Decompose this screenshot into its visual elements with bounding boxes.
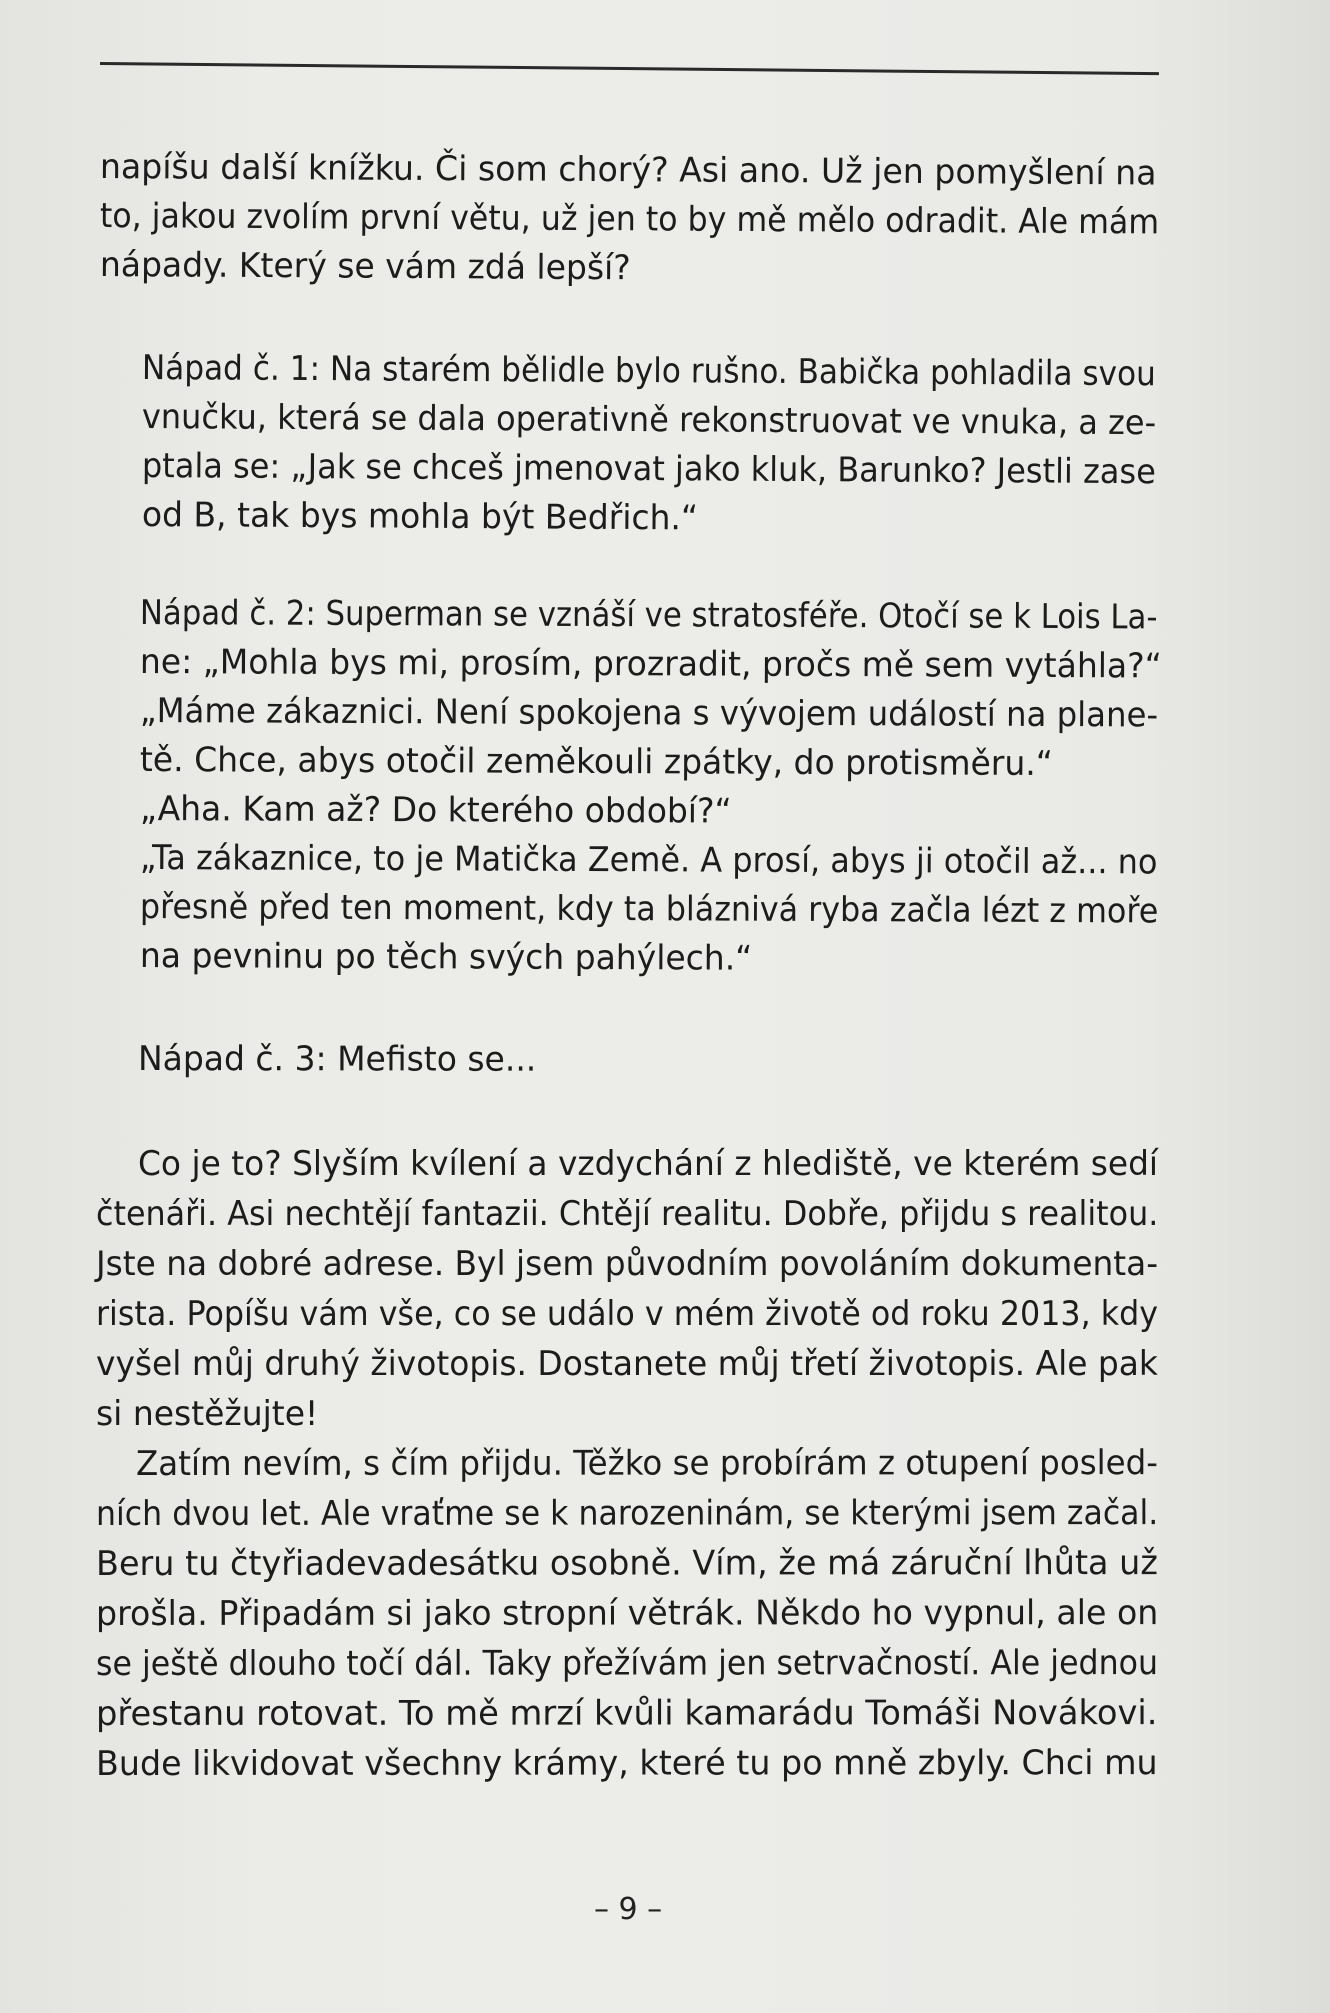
- text-line: Jste na dobré adrese. Byl jsem původním povoláním dokumenta-: [96, 1244, 1159, 1284]
- text-line: Nápad č. 1: Na starém bělidle bylo rušno. Babička pohladila svou: [141, 348, 1156, 395]
- text-line: od B, tak bys mohla být Bedřich.“: [141, 495, 699, 539]
- text-line: tě. Chce, abys otočil zeměkouli zpátky, do protisměru.“: [139, 740, 1053, 784]
- text-line: prošla. Připadám si jako stropní větrák. Někdo ho vypnul, ale on: [95, 1593, 1159, 1634]
- text-line: „Máme zákaznici. Není spokojena s vývojem událostí na plane-: [139, 691, 1159, 736]
- text-line: rista. Popíšu vám vše, co se událo v mém životě od roku 2013, kdy: [96, 1294, 1159, 1334]
- text-line: Nápad č. 2: Superman se vznáší ve stratosféře. Otočí se k Lois La-: [139, 593, 1158, 638]
- text-line: Nápad č. 3: Mefisto se...: [137, 1039, 537, 1080]
- text-line: nápady. Který se vám zdá lepší?: [99, 245, 631, 289]
- text-line: ne: „Mohla bys mi, prosím, prozradit, pročs mě sem vytáhla?“: [139, 642, 1162, 687]
- text-line: Beru tu čtyřiadevadesátku osobně. Vím, že má záruční lhůta už: [95, 1543, 1158, 1584]
- text-line: Bude likvidovat všechny krámy, které tu po mně zbyly. Chci mu: [95, 1743, 1158, 1784]
- text-line: na pevninu po těch svých pahýlech.“: [139, 936, 753, 979]
- text-line: čtenáři. Asi nechtějí fantazii. Chtějí realitu. Dobře, přijdu s realitou.: [96, 1194, 1159, 1234]
- text-line: si nestěžujte!: [96, 1394, 319, 1434]
- text-line: přestanu rotovat. To mě mrzí kvůli kamarádu Tomáši Novákovi.: [95, 1693, 1158, 1734]
- text-line: ptala se: „Jak se chceš jmenovat jako kluk, Barunko? Jestli zase: [141, 446, 1156, 493]
- text-line: vnučku, která se dala operativně rekonstruovat ve vnuka, a ze-: [141, 397, 1157, 444]
- text-line: se ještě dlouho točí dál. Taky přežívám jen setrvačností. Ale jednou: [95, 1643, 1159, 1684]
- text-line: „Ta zákaznice, to je Matička Země. A prosí, abys ji otočil až... no: [139, 838, 1158, 883]
- text-line: „Aha. Kam až? Do kterého období?“: [139, 789, 732, 832]
- text-line: přesně před ten moment, kdy ta bláznivá ryba začla lézt z moře: [139, 887, 1159, 932]
- text-line: Zatím nevím, s čím přijdu. Těžko se probírám z otupení posled-: [135, 1443, 1159, 1484]
- page-number: – 9 –: [594, 1892, 663, 1927]
- text-line: ních dvou let. Ale vraťme se k narozeninám, se kterými jsem začal.: [95, 1493, 1159, 1534]
- text-line: to, jakou zvolím první větu, už jen to by mě mělo odradit. Ale mám: [99, 196, 1160, 243]
- text-line: Co je to? Slyším kvílení a vzdychání z hlediště, ve kterém sedí: [138, 1144, 1159, 1184]
- text-line: napíšu další knížku. Či som chorý? Asi ano. Už jen pomyšlení na: [99, 147, 1157, 194]
- text-line: vyšel můj druhý životopis. Dostanete můj třetí životopis. Ale pak: [96, 1344, 1158, 1384]
